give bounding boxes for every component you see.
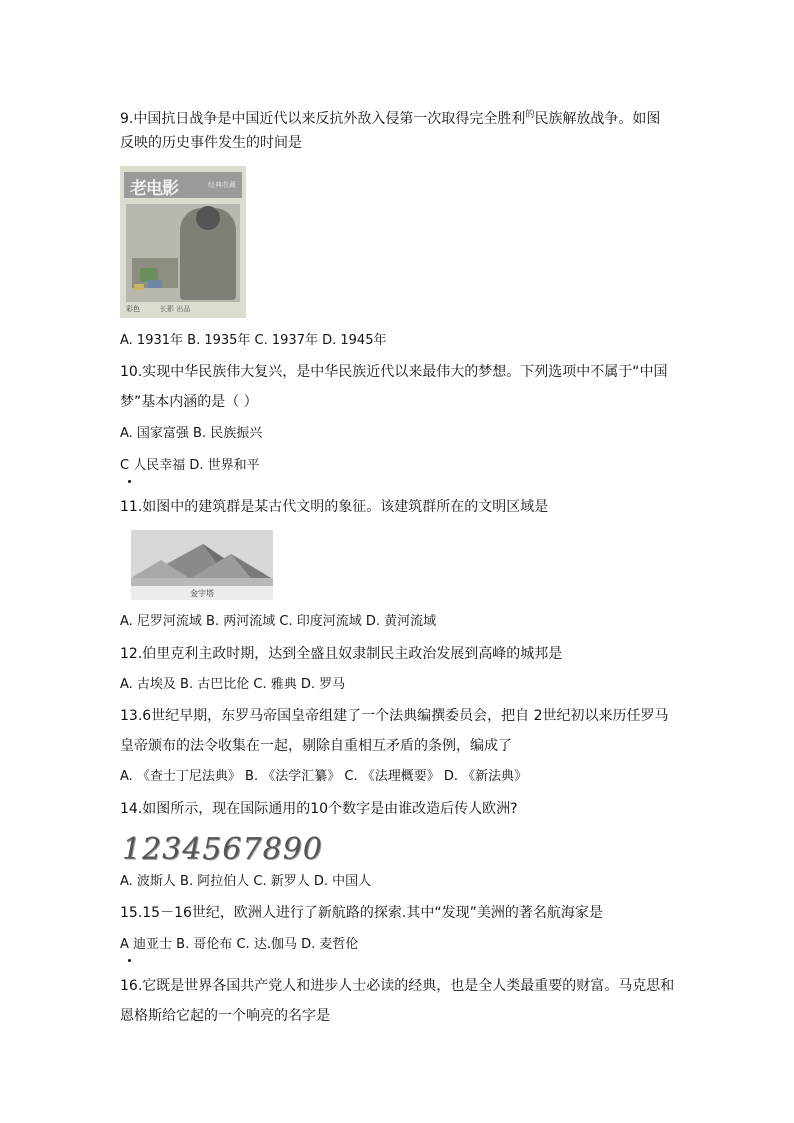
superscript-char: 的 <box>525 110 535 120</box>
poster-subtitle: 经典收藏 <box>208 181 236 189</box>
question-11-options: A. 尼罗河流域 B. 两河流域 C. 印度河流域 D. 黄河流域 <box>120 614 437 629</box>
question-9-options: A. 1931年 B. 1935年 C. 1937年 D. 1945年 <box>120 333 387 348</box>
question-13-line-1: 13.6世纪早期，东罗马帝国皇帝组建了一个法典编撰委员会，把自 2世纪初以来历任罗马 <box>120 708 669 724</box>
question-10-options-1: A. 国家富强 B. 民族振兴 <box>120 426 263 441</box>
question-14-line-1: 14.如图所示，现在国际通用的10个数字是由谁改造后传人欧洲? <box>120 801 518 817</box>
poster-banner <box>124 172 242 198</box>
soldier-head <box>196 206 220 230</box>
question-10-line-1: 10.实现中华民族伟大复兴，是中华民族近代以来最伟大的梦想。下列选项中不属于“中国 <box>120 364 668 380</box>
question-16-line-2: 恩格斯给它起的一个响亮的名字是 <box>120 1008 330 1024</box>
question-11-line-1: 11.如图中的建筑群是某古代文明的象征。该建筑群所在的文明区域是 <box>120 499 549 515</box>
question-13-line-2: 皇帝颁布的法令收集在一起，剔除自重相互矛盾的条例，编成了 <box>120 738 512 754</box>
stray-dot <box>128 480 131 483</box>
poster-title: 老电影 <box>130 179 178 199</box>
stray-dot <box>128 959 131 962</box>
color-patch <box>148 280 162 288</box>
poster-caption: 彩色 <box>126 305 140 313</box>
question-16-line-1: 16.它既是世界各国共产党人和进步人士必读的经典，也是全人类最重要的财富。马克思和 <box>120 978 675 994</box>
question-10-line-2: 梦”基本内涵的是（ ） <box>120 394 258 410</box>
pyramid-image <box>131 530 273 600</box>
question-12-line-1: 12.伯里克利主政时期，达到全盛且奴隶制民主政治发展到高峰的城邦是 <box>120 646 563 662</box>
question-15-options: A 迪亚士 B. 哥伦布 C. 达.伽马 D. 麦哲伦 <box>120 937 359 952</box>
question-13-options: A. 《查士丁尼法典》 B. 《法学汇纂》 C. 《法理概要》 D. 《新法典》 <box>120 769 528 784</box>
question-15-line-1: 15.15－16世纪，欧洲人进行了新航路的探索.其中“发现”美洲的著名航海家是 <box>120 905 603 921</box>
question-9-line-2: 反映的历史事件发生的时间是 <box>120 135 302 151</box>
question-14-options: A. 波斯人 B. 阿拉伯人 C. 新罗人 D. 中国人 <box>120 874 372 889</box>
movie-poster-image <box>120 166 246 318</box>
numerals-image: 1234567890 <box>122 832 323 867</box>
poster-scene <box>126 204 240 302</box>
question-10-options-2: C 人民幸福 D. 世界和平 <box>120 458 260 473</box>
question-12-options: A. 古埃及 B. 古巴比伦 C. 雅典 D. 罗马 <box>120 677 346 692</box>
pyramid-caption: 金字塔 <box>190 589 214 598</box>
color-patch <box>134 284 144 290</box>
poster-caption-2: 长影 出品 <box>160 305 191 313</box>
question-9-line-1: 9.中国抗日战争是中国近代以来反抗外敌入侵第一次取得完全胜利$^的$民族解放战争。如图 <box>120 110 661 127</box>
